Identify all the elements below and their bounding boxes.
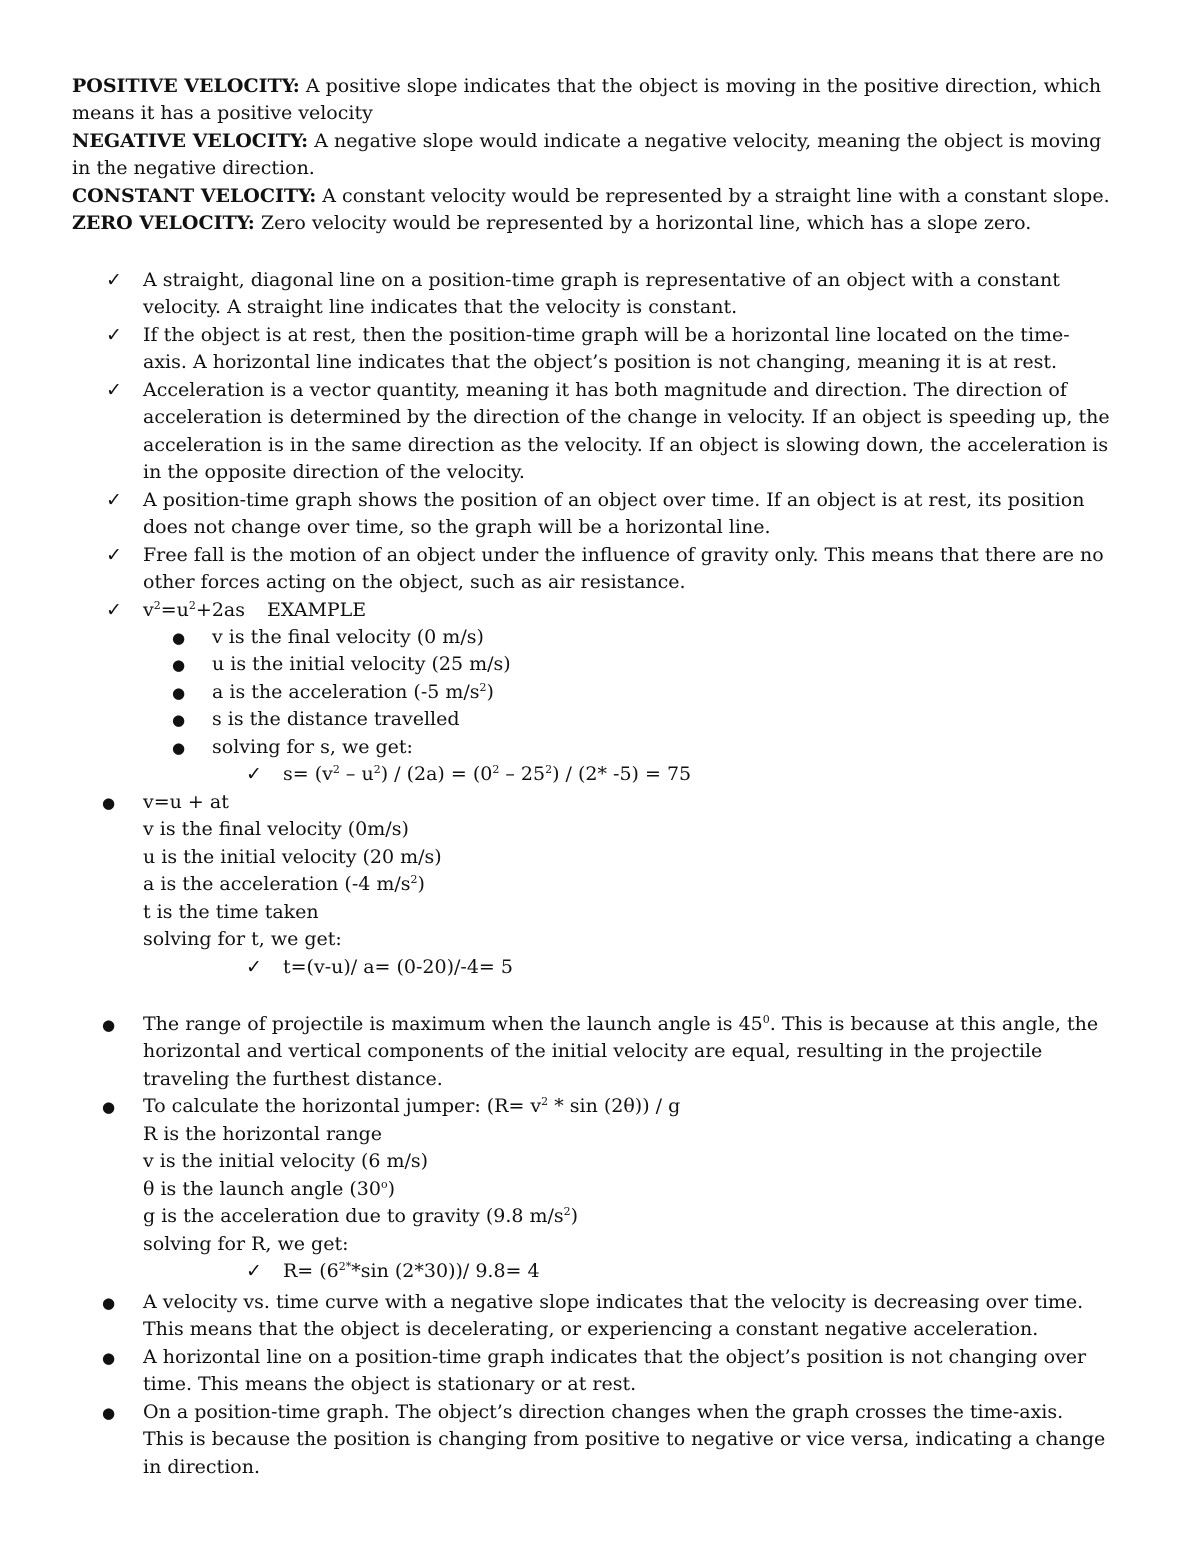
example-line — [143, 871, 425, 898]
bullet-line: A horizontal line on a position-time graph indicates that the object’s position is not changing over — [143, 1346, 1087, 1368]
solution-part: ) / (2a) = (0 — [380, 763, 493, 785]
projectile-line — [143, 1011, 1098, 1038]
definition-text: A constant velocity would be represented by a straight line with a constant slope. — [316, 185, 1110, 207]
checkmark-icon: ✓ — [106, 489, 122, 511]
example-text: ) — [417, 873, 425, 895]
definition-term: ZERO VELOCITY: — [72, 212, 255, 234]
example-line: u is the initial velocity (20 m/s) — [143, 846, 442, 868]
solution-part: – u — [339, 763, 374, 785]
checkmark-icon: ✓ — [106, 269, 122, 291]
jumper-text: g is the acceleration due to gravity (9.8 m/s — [143, 1205, 564, 1227]
superscript: 2 — [332, 763, 340, 776]
solution-part: ) / (2* -5) = 75 — [552, 763, 692, 785]
check-item-line: velocity. A straight line indicates that the velocity is constant. — [143, 296, 738, 318]
checkmark-icon: ✓ — [246, 956, 262, 978]
bullet-icon: ● — [172, 684, 186, 702]
jumper-line: solving for R, we get: — [143, 1233, 349, 1255]
superscript: 2 — [373, 763, 381, 776]
eq-part: +2as — [195, 599, 245, 621]
bullet-icon: ● — [102, 1098, 116, 1116]
solution-part: *sin (2*30))/ 9.8= 4 — [351, 1260, 540, 1282]
jumper-text: * sin (2θ)) / g — [548, 1095, 681, 1117]
solution-part: s= (v — [283, 763, 333, 785]
projectile-line: horizontal and vertical components of the initial velocity are equal, resulting in the projectile — [143, 1040, 1043, 1062]
bullet-line: in direction. — [143, 1456, 260, 1478]
example-line: v is the final velocity (0m/s) — [143, 818, 409, 840]
superscript: 2 — [188, 599, 196, 612]
superscript: 2 — [153, 599, 161, 612]
checkmark-icon: ✓ — [246, 1260, 262, 1282]
bullet-line: A velocity vs. time curve with a negative slope indicates that the velocity is decreasing over time. — [143, 1291, 1084, 1313]
bullet-icon: ● — [102, 1349, 116, 1367]
definition-term: CONSTANT VELOCITY: — [72, 185, 317, 207]
sub-item: solving for s, we get: — [212, 736, 413, 758]
jumper-text: ) — [570, 1205, 579, 1227]
check-item-line: If the object is at rest, then the position-time graph will be a horizontal line located on the time- — [143, 324, 1070, 346]
checkmark-icon: ✓ — [106, 599, 122, 621]
bullet-icon: ● — [172, 656, 186, 674]
check-item-line: other forces acting on the object, such as air resistance. — [143, 571, 686, 593]
check-item-line: Free fall is the motion of an object under the influence of gravity only. This means that there are no — [143, 544, 1104, 566]
jumper-title — [143, 1093, 680, 1120]
sub-item — [212, 679, 494, 706]
bullet-line: time. This means the object is stationary or at rest. — [143, 1373, 637, 1395]
jumper-text: ) — [387, 1178, 396, 1200]
check-item-line: does not change over time, so the graph will be a horizontal line. — [143, 516, 771, 538]
definition-positive-velocity — [72, 73, 1101, 100]
superscript: 2 — [479, 681, 487, 694]
bullet-icon: ● — [172, 711, 186, 729]
definition-text: A negative slope would indicate a negative velocity, meaning the object is moving — [308, 130, 1102, 152]
bullet-line: This means that the object is decelerating, or experiencing a constant negative acceleration. — [143, 1318, 1039, 1340]
bullet-icon: ● — [172, 739, 186, 757]
bullet-icon: ● — [102, 1404, 116, 1422]
example-text: a is the acceleration (-4 m/s — [143, 873, 411, 895]
sub-item-text: a is the acceleration (-5 m/s — [212, 681, 480, 703]
checkmark-icon: ✓ — [106, 379, 122, 401]
eq-part: =u — [160, 599, 189, 621]
check-item-line: A position-time graph shows the position of an object over time. If an object is at rest, its position — [143, 489, 1085, 511]
bullet-icon: ● — [102, 794, 116, 812]
superscript: 0 — [762, 1013, 770, 1026]
check-item-line: in the opposite direction of the velocity. — [143, 461, 525, 483]
sub-item: v is the final velocity (0 m/s) — [212, 626, 484, 648]
check-item-line: acceleration is in the same direction as the velocity. If an object is slowing down, the acceleration is — [143, 434, 1109, 456]
example-label: EXAMPLE — [267, 599, 367, 621]
solution-part: R= (6 — [283, 1260, 339, 1282]
jumper-line: R is the horizontal range — [143, 1123, 383, 1145]
projectile-text: . This is because at this angle, the — [769, 1013, 1099, 1035]
definition-negative-velocity-cont: in the negative direction. — [72, 157, 315, 179]
solution-line — [283, 1258, 540, 1285]
definition-text: Zero velocity would be represented by a horizontal line, which has a slope zero. — [254, 212, 1032, 234]
example-line: t is the time taken — [143, 901, 319, 923]
bullet-icon: ● — [102, 1016, 116, 1034]
definition-positive-velocity-cont: means it has a positive velocity — [72, 102, 373, 124]
jumper-line: v is the initial velocity (6 m/s) — [143, 1150, 429, 1172]
superscript: o — [380, 1178, 388, 1191]
check-item-line: axis. A horizontal line indicates that the object’s position is not changing, meaning it is at rest. — [143, 351, 1057, 373]
superscript: 2 — [492, 763, 500, 776]
definition-constant-velocity — [72, 183, 1110, 210]
superscript: 2 — [545, 763, 553, 776]
projectile-text: The range of projectile is maximum when the launch angle is 45 — [143, 1013, 763, 1035]
bullet-icon: ● — [102, 1294, 116, 1312]
solution-part: – 25 — [499, 763, 546, 785]
bullet-line: This is because the position is changing from positive to negative or vice versa, indicating a change — [143, 1428, 1106, 1450]
definition-negative-velocity — [72, 128, 1101, 155]
check-item-line: Acceleration is a vector quantity, meaning it has both magnitude and direction. The direction of — [143, 379, 1067, 401]
check-item-line: A straight, diagonal line on a position-time graph is representative of an object with a constant — [143, 269, 1060, 291]
jumper-text: To calculate the horizontal jumper: (R= v — [143, 1095, 542, 1117]
solution-line: t=(v-u)/ a= (0-20)/-4= 5 — [283, 956, 513, 978]
checkmark-icon: ✓ — [106, 324, 122, 346]
superscript: 2* — [338, 1260, 352, 1273]
superscript: 2 — [563, 1205, 571, 1218]
eq-part: v — [143, 599, 154, 621]
equation-line — [143, 597, 366, 624]
definition-zero-velocity — [72, 210, 1031, 237]
example-line: solving for t, we get: — [143, 928, 342, 950]
sub-item: s is the distance travelled — [212, 708, 460, 730]
example-line: v=u + at — [143, 791, 229, 813]
projectile-line: traveling the furthest distance. — [143, 1068, 443, 1090]
checkmark-icon: ✓ — [106, 544, 122, 566]
definition-term: NEGATIVE VELOCITY: — [72, 130, 309, 152]
jumper-line — [143, 1176, 395, 1203]
check-item-line: acceleration is determined by the direction of the change in velocity. If an object is speeding up, the — [143, 406, 1110, 428]
jumper-text: θ is the launch angle (30 — [143, 1178, 381, 1200]
sub-item: u is the initial velocity (25 m/s) — [212, 653, 511, 675]
superscript: 2 — [410, 873, 418, 886]
bullet-icon: ● — [172, 629, 186, 647]
superscript: 2 — [541, 1095, 549, 1108]
definition-term: POSITIVE VELOCITY: — [72, 75, 300, 97]
jumper-line — [143, 1203, 578, 1230]
checkmark-icon: ✓ — [246, 763, 262, 785]
bullet-line: On a position-time graph. The object’s direction changes when the graph crosses the time-axis. — [143, 1401, 1064, 1423]
definition-text: A positive slope indicates that the object is moving in the positive direction, which — [299, 75, 1102, 97]
sub-item-text: ) — [486, 681, 494, 703]
solution-line — [283, 761, 691, 788]
